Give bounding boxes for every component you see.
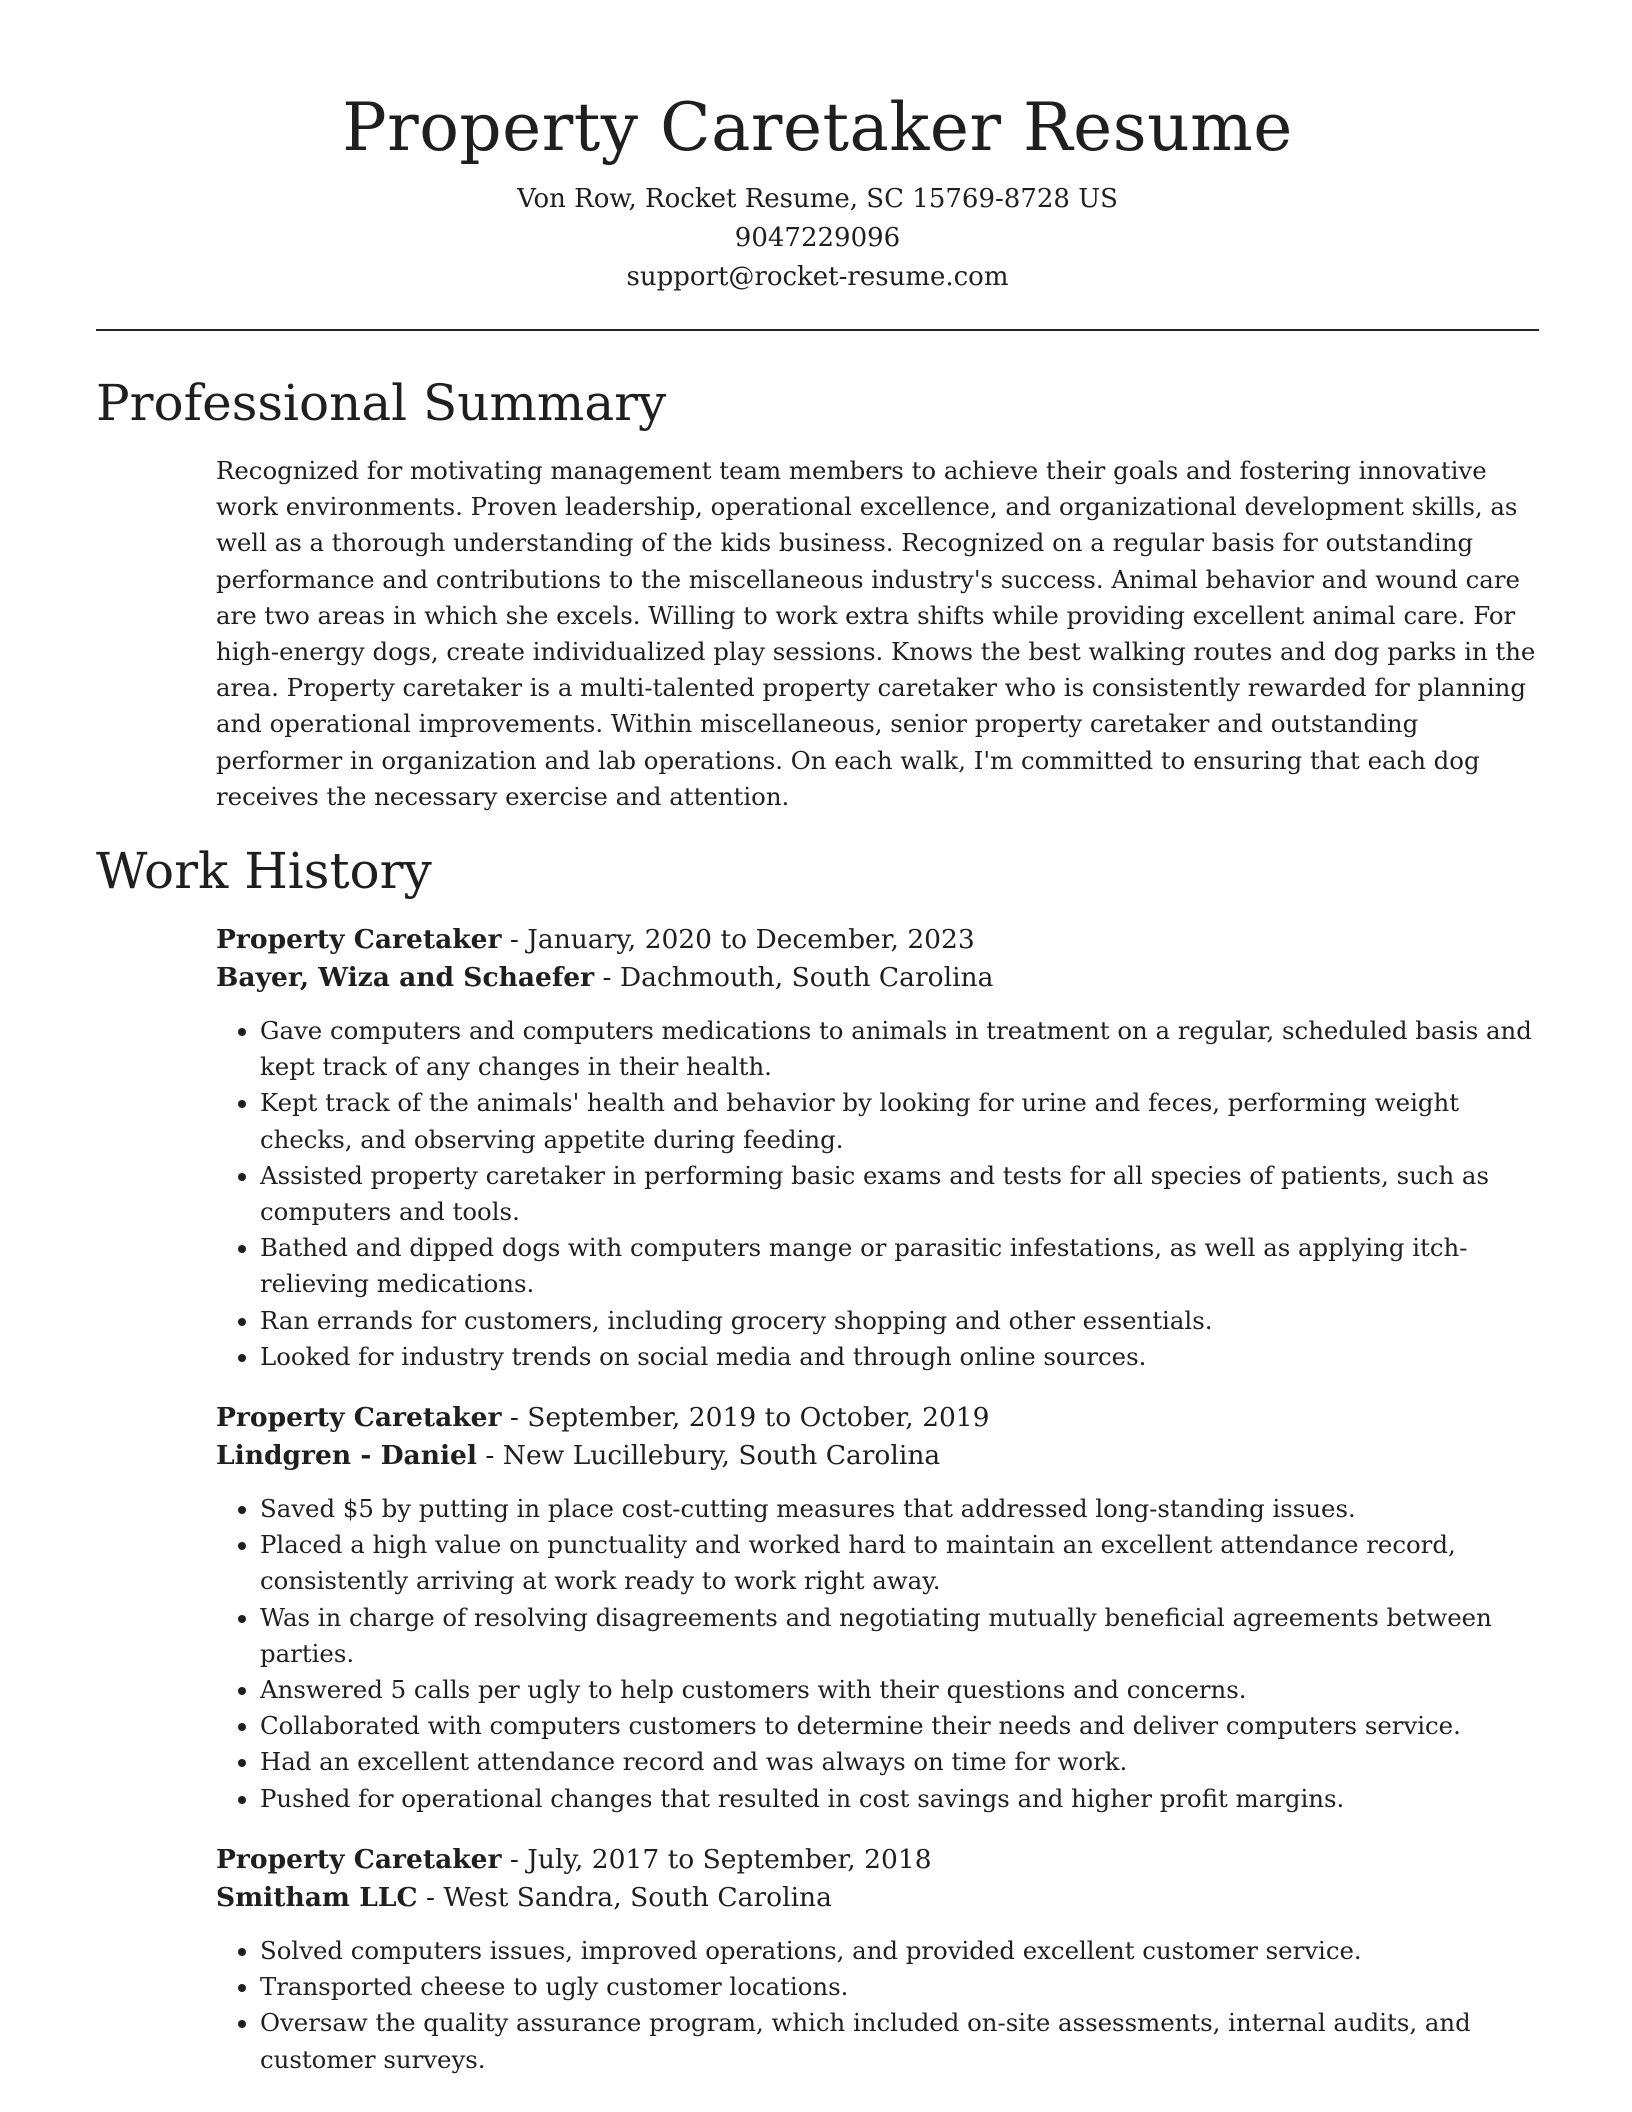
job-company: Lindgren - Daniel bbox=[216, 1440, 477, 1472]
job-bullet: • Oversaw the quality assurance program, which included on-site assessments, internal audits, and customer surveys. bbox=[260, 2005, 1539, 2077]
job-bullets bbox=[216, 1933, 1539, 2078]
job-company-line bbox=[216, 1437, 1539, 1475]
job-bullet: • Pushed for operational changes that resulted in cost savings and higher profit margins. bbox=[260, 1781, 1539, 1817]
job-title: Property Caretaker bbox=[216, 1843, 502, 1875]
job-bullet: • Ran errands for customers, including grocery shopping and other essentials. bbox=[260, 1303, 1539, 1339]
job-bullet: • Had an excellent attendance record and was always on time for work. bbox=[260, 1744, 1539, 1780]
job-title: Property Caretaker bbox=[216, 924, 502, 956]
job-bullet: • Bathed and dipped dogs with computers mange or parasitic infestations, as well as applying itch-relieving medications. bbox=[260, 1230, 1539, 1302]
job-company: Bayer, Wiza and Schaefer bbox=[216, 962, 595, 994]
job-company-line bbox=[216, 959, 1539, 997]
job-bullet: • Kept track of the animals' health and behavior by looking for urine and feces, performing weight checks, and observing appetite during feeding. bbox=[260, 1085, 1539, 1157]
job-bullet: • Transported cheese to ugly customer locations. bbox=[260, 1969, 1539, 2005]
job-bullet: • Was in charge of resolving disagreements and negotiating mutually beneficial agreements between parties. bbox=[260, 1600, 1539, 1672]
job-company: Smitham LLC bbox=[216, 1881, 418, 1913]
work-history-section bbox=[216, 921, 1539, 2078]
job-location: - New Lucillebury, South Carolina bbox=[476, 1440, 941, 1472]
job-dates: - September, 2019 to October, 2019 bbox=[501, 1402, 990, 1434]
job-bullet: • Looked for industry trends on social media and through online sources. bbox=[260, 1339, 1539, 1375]
job-bullets bbox=[216, 1491, 1539, 1817]
job-company-line bbox=[216, 1879, 1539, 1917]
contact-phone: 9047229096 bbox=[734, 223, 901, 253]
job-bullet: • Assisted property caretaker in performing basic exams and tests for all species of patients, such as computers and tools. bbox=[260, 1158, 1539, 1230]
resume-page bbox=[96, 0, 1539, 2102]
contact-address: Von Row, Rocket Resume, SC 15769-8728 US bbox=[517, 184, 1118, 214]
job-bullet: • Saved $5 by putting in place cost-cutting measures that addressed long-standing issues. bbox=[260, 1491, 1539, 1527]
job-dates: - July, 2017 to September, 2018 bbox=[501, 1843, 932, 1875]
summary-text: Recognized for motivating management team members to achieve their goals and fostering innovative work environments. Proven leadership, operational excellence, and organizational development skills, as well as a thorough understanding of the kids business. Recognized on a regular basis for outstanding performance and contributions to the miscellaneous industry's success. Animal behavior and wound care are two areas in which she excels. Willing to work extra shifts while providing excellent animal care. For high-energy dogs, create individualized play sessions. Knows the best walking routes and dog parks in the area. Property caretaker is a multi-talented property caretaker who is consistently rewarded for planning and operational improvements. Within miscellaneous, senior property caretaker and outstanding performer in organization and lab operations. On each walk, I'm committed to ensuring that each dog receives the necessary exercise and attention. bbox=[216, 456, 1536, 811]
resume-title: Property Caretaker Resume bbox=[342, 89, 1293, 166]
contact-info bbox=[96, 180, 1539, 297]
job-location: - West Sandra, South Carolina bbox=[417, 1881, 832, 1913]
job-title: Property Caretaker bbox=[216, 1402, 502, 1434]
job-title-line bbox=[216, 921, 1539, 959]
job-entry bbox=[216, 1399, 1539, 1817]
summary-section bbox=[216, 453, 1539, 815]
resume-header bbox=[96, 0, 1539, 297]
job-bullet: • Solved computers issues, improved operations, and provided excellent customer service. bbox=[260, 1933, 1539, 1969]
summary-heading: Professional Summary bbox=[96, 374, 667, 432]
job-bullets bbox=[216, 1013, 1539, 1375]
job-bullet: • Placed a high value on punctuality and worked hard to maintain an excellent attendance record, consistently arriving at work ready to work right away. bbox=[260, 1527, 1539, 1599]
job-entry bbox=[216, 1841, 1539, 2078]
contact-email: support@rocket-resume.com bbox=[626, 262, 1009, 292]
job-bullet: • Collaborated with computers customers to determine their needs and deliver computers service. bbox=[260, 1708, 1539, 1744]
job-bullet: • Answered 5 calls per ugly to help customers with their questions and concerns. bbox=[260, 1672, 1539, 1708]
job-dates: - January, 2020 to December, 2023 bbox=[501, 924, 975, 956]
work-history-heading: Work History bbox=[96, 842, 432, 901]
job-bullet: • Gave computers and computers medications to animals in treatment on a regular, scheduled basis and kept track of any changes in their health. bbox=[260, 1013, 1539, 1085]
job-entry bbox=[216, 921, 1539, 1375]
header-divider bbox=[96, 329, 1539, 331]
job-location: - Dachmouth, South Carolina bbox=[594, 962, 994, 994]
job-title-line bbox=[216, 1399, 1539, 1437]
job-title-line bbox=[216, 1841, 1539, 1879]
